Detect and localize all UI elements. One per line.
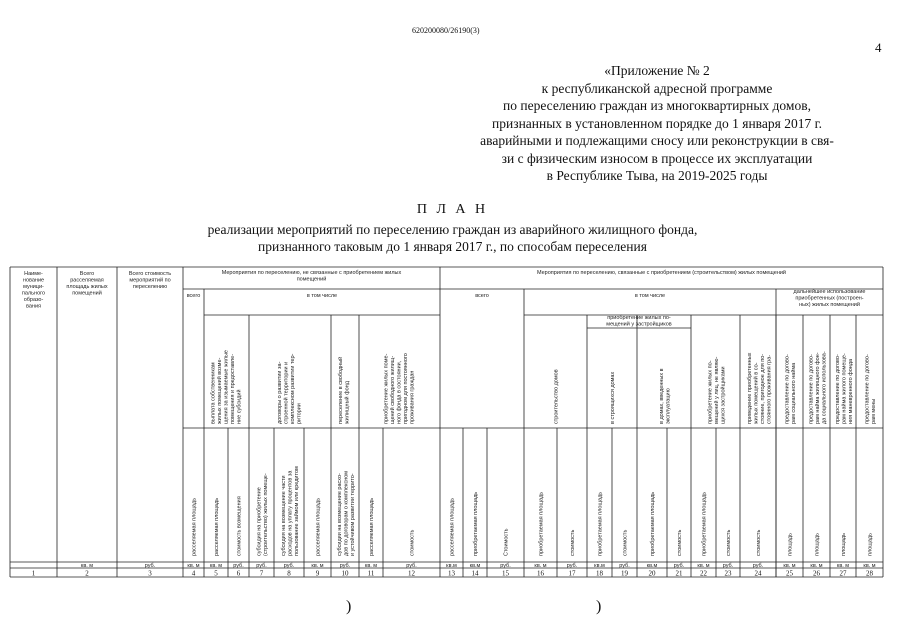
unit-label: кв. м: [810, 563, 823, 569]
leaf-header: приобретаемая площадь: [597, 491, 604, 556]
unit-label: руб.: [500, 563, 511, 569]
document-number: 620200080/26190(3): [412, 26, 480, 35]
unit-label: кв.м: [469, 563, 481, 569]
leaf-header: стоимость: [409, 529, 416, 556]
plan-subtitle-line-1: реализации мероприятий по переселению граждан из аварийного жилищного фонда,: [207, 222, 698, 237]
appendix-line: «Приложение № 2: [604, 63, 710, 78]
header-total-b: всего: [475, 293, 489, 299]
subheader-a: приобретение жилых поме-щений свободного жилищ-ного фонда в состоянии,пригодном для постоянногопроживания граждан: [383, 353, 416, 424]
leaf-header: стоимость: [726, 529, 732, 556]
unit-label: руб.: [673, 563, 685, 569]
header-total-cost: Всего стоимость мероприятий по переселению: [128, 271, 172, 290]
leaf-header: приобретаемая площадь: [650, 491, 656, 556]
column-number: 12: [408, 569, 415, 578]
header-total-area: Всего расселяемая площадь жилых помещений: [66, 271, 108, 297]
unit-label: кв. м: [209, 563, 223, 569]
subheader-b: строительство домов: [553, 369, 560, 424]
unit-label: руб.: [283, 563, 295, 569]
column-number: 4: [191, 569, 196, 578]
unit-label: кв. м: [697, 563, 710, 569]
subheader-b: предоставление по догово-рам найма жилищного фон-да социального использова-: [808, 351, 828, 424]
appendix-line: аварийными и подлежащими сносу или реконструкции в свя-: [480, 133, 834, 148]
unit-label: кв. м: [836, 563, 850, 569]
subheader-b: приобретение жилых по-мещений у лиц, не являю-щихся застройщиками: [707, 356, 727, 424]
header-incl-a: в том числе: [306, 293, 338, 299]
leaf-header: площадь: [841, 533, 847, 556]
leaf-header: субсидии на возмещение расхо-дов по договорам о комплексноми устойчивом развитии террито-: [337, 470, 356, 556]
plan-title: П Л А Н: [416, 202, 489, 217]
column-number: 27: [839, 569, 847, 578]
column-number: 26: [813, 569, 820, 578]
header-group-purchase: Мероприятия по переселению, связанные с приобретением (строительством) жилых помещений: [536, 270, 787, 276]
subheader-b: приведение приобретенныхжилых помещений в со-стояние, пригодное для по-стоянного проживания гра-: [747, 352, 773, 424]
appendix-line: в Республике Тыва, на 2019-2025 годы: [546, 168, 768, 183]
bottom-mark: ): [346, 598, 352, 615]
column-number: 3: [148, 569, 152, 578]
column-number: 6: [236, 569, 241, 578]
leaf-header: стоимость: [570, 529, 576, 556]
subheader-b: предоставление по догово-рам мены: [864, 354, 877, 424]
column-number: 15: [502, 569, 509, 578]
appendix-line: зи с физическим износом в процессе их эксплуатации: [501, 150, 813, 166]
column-number: 25: [786, 569, 793, 578]
unit-label: кв. м: [187, 563, 200, 569]
column-number: 7: [259, 569, 264, 578]
unit-label: кв. м: [534, 563, 547, 569]
unit-label: руб.: [619, 563, 630, 569]
leaf-header: приобретаемая площадь: [538, 491, 545, 556]
unit-label: руб.: [722, 563, 734, 569]
header-further-use: дальнейшее использование приобретенных (построен-ных) жилых помещений: [793, 289, 866, 308]
header-purchase-from-developers: приобретение жилых по-мещений у застройщиков: [606, 315, 672, 328]
unit-label: кв.м: [646, 563, 658, 569]
column-number: 1: [31, 569, 36, 578]
column-number: 28: [866, 569, 873, 578]
column-number: 22: [700, 569, 707, 578]
unit-label: кв. м: [783, 563, 796, 569]
subheader-b: предоставление по догово-рам социального найма: [784, 354, 797, 424]
unit-label: руб.: [233, 563, 244, 569]
unit-label: кв. м: [364, 563, 378, 569]
leaf-header: приобретаемая площадь: [701, 491, 708, 556]
unit-label: руб.: [339, 563, 351, 569]
unit-label: руб.: [406, 563, 417, 569]
column-number: 14: [471, 569, 479, 578]
leaf-header: стоимость возмещения: [236, 496, 243, 556]
column-number: 24: [754, 569, 762, 578]
unit-label: кв.м: [446, 563, 457, 569]
appendix-line: признанных в установленном порядке до 1 января 2017 г.: [492, 115, 822, 131]
column-number: 19: [621, 569, 628, 578]
leaf-header: приобретаемая площадь: [473, 491, 479, 556]
page-number: 4: [875, 40, 882, 55]
unit-label: кв. м: [863, 563, 876, 569]
unit-label: кв. м: [80, 563, 94, 569]
leaf-header: стоимость: [622, 529, 629, 556]
column-number: 17: [568, 569, 576, 578]
column-number: 8: [287, 569, 291, 578]
leaf-header: Стоимость: [503, 528, 510, 556]
plan-subtitle-line-2: признанного таковым до 1 января 2017 г., по способам переселения: [258, 238, 647, 254]
leaf-header: площадь: [867, 533, 874, 556]
appendix-line: по переселению граждан из многоквартирных домов,: [503, 98, 811, 113]
unit-label: руб.: [752, 563, 764, 569]
leaf-header: расселяемая площадь: [191, 497, 198, 556]
column-number: 11: [367, 569, 375, 578]
subheader-a: выплата собственникамжилых помещений возме-щения за изымаемые жилыепомещения и предоставле-ние субсидий: [210, 350, 243, 424]
leaf-header: стоимость: [756, 529, 762, 556]
column-number: 5: [214, 569, 218, 578]
unit-label: кв. м: [311, 563, 324, 569]
column-number: 2: [85, 569, 89, 578]
unit-label: кв.м: [594, 563, 605, 569]
subheader-a: переселение в свободныйжилищный фонд: [338, 356, 351, 424]
column-number: 20: [648, 569, 656, 578]
leaf-header: расселяемая площадь: [214, 497, 220, 556]
column-number: 16: [537, 569, 544, 578]
column-number: 21: [675, 569, 683, 578]
unit-label: руб.: [144, 563, 156, 569]
leaf-header: стоимость: [677, 529, 683, 556]
leaf-header: площадь: [787, 533, 794, 556]
subheader-a: договоры о развитии за-строенной территории икомплексном развитии тер-ритории: [277, 353, 303, 424]
header-municipality: Наиме-нование муници-пального образо-вания: [21, 271, 46, 310]
subheader-b: в домах, введенных вэксплуатацию: [659, 368, 672, 424]
appendix-line: к республиканской адресной программе: [541, 80, 773, 96]
column-number: 23: [724, 569, 732, 578]
column-number: 10: [341, 569, 349, 578]
bottom-mark: ): [596, 598, 602, 615]
column-number: 18: [596, 569, 603, 578]
unit-label: руб.: [566, 563, 578, 569]
leaf-header: расселяемая площадь: [369, 497, 375, 556]
header-group-not-purchase: Мероприятия по переселению, не связанные с приобретением жилых помещений: [221, 270, 402, 283]
header-incl-b: в том числе: [634, 293, 666, 299]
column-number: 13: [448, 569, 455, 578]
header-total-a: всего: [186, 293, 201, 299]
unit-label: руб.: [256, 563, 267, 569]
leaf-header: субсидия на возмещение частирасходов на уплату процентов запользование займом или кредитом: [281, 466, 300, 556]
leaf-header: субсидия на приобретение(строительство) жилых помеще-: [256, 473, 269, 556]
subheader-b: в строящихся домах: [610, 371, 616, 424]
column-number: 9: [315, 569, 320, 578]
subheader-b: предоставление по догово-рам найма жилого помеще-ния маневренного фонда: [835, 353, 854, 424]
leaf-header: расселяемая площадь: [315, 497, 322, 556]
leaf-header: площадь: [814, 533, 821, 556]
leaf-header: расселяемая площадь: [449, 497, 456, 556]
